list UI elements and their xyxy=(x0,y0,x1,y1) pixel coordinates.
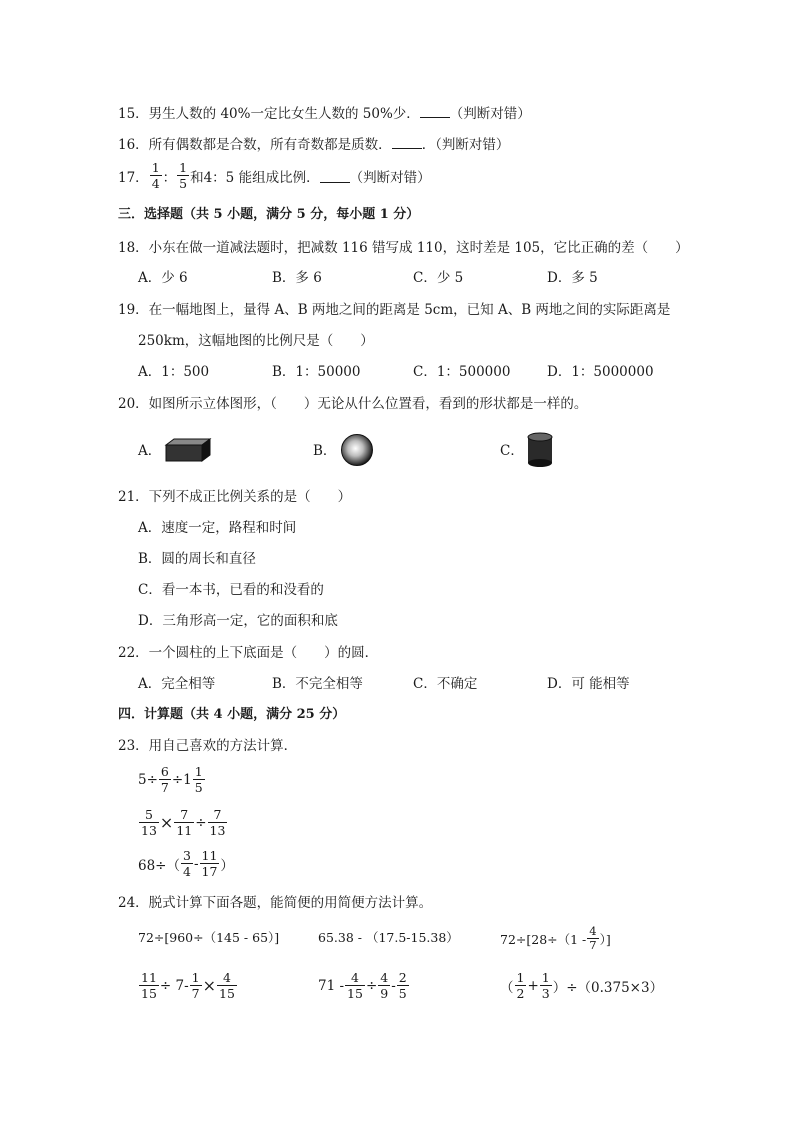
question-21: 21．下列不成正比例关系的是（ ） xyxy=(118,489,352,505)
fraction: $\frac{4}{15}$ xyxy=(347,970,363,1001)
q15-text: 15．男生人数的 40%一定比女生人数的 50%少． xyxy=(118,106,420,122)
q19-option-b[interactable]: B．1：50000 xyxy=(272,364,361,380)
fraction: $\frac{4}{15}$ xyxy=(219,970,235,1001)
fraction: $\frac{3}{4}$ xyxy=(183,848,191,879)
fraction: $\frac{1}{3}$ xyxy=(541,970,550,1001)
q23-expression-1: 5÷ $\frac{6}{7}$ ÷1 $\frac{1}{5}$ xyxy=(138,764,203,795)
q17-number: 17． xyxy=(118,169,149,186)
fraction: $\frac{7}{13}$ xyxy=(209,807,226,838)
question-24: 24．脱式计算下面各题，能简便的用简便方法计算。 xyxy=(118,895,433,911)
q16-suffix: ．（判断对错） xyxy=(421,137,510,153)
q19-option-d[interactable]: D．1：5000000 xyxy=(547,364,654,380)
sphere-shape xyxy=(340,433,374,467)
question-18: 18．小东在做一道减法题时，把减数 116 错写成 110，这时差是 105，它比正确的差（ ） xyxy=(118,240,689,256)
q24-expression-2: 65.38 - （17.5-15.38） xyxy=(318,930,459,945)
q22-option-c[interactable]: C．不确定 xyxy=(413,676,478,692)
question-15 xyxy=(118,103,531,124)
q18-option-c[interactable]: C．少 5 xyxy=(413,270,464,286)
q24-expression-6: （ $\frac{1}{2}$ + $\frac{1}{3}$ ）÷（0.375×3） xyxy=(500,970,664,1001)
fraction: $\frac{2}{5}$ xyxy=(398,970,407,1001)
fraction: $\frac{7}{11}$ xyxy=(176,807,193,838)
q20-option-b[interactable]: B． xyxy=(313,443,337,459)
fraction: $\frac{1}{2}$ xyxy=(516,970,525,1001)
fraction: $\frac{1}{7}$ xyxy=(191,970,200,1001)
answer-blank[interactable] xyxy=(420,103,450,118)
q19-option-c[interactable]: C．1：500000 xyxy=(413,364,511,380)
cylinder-shape xyxy=(526,432,554,468)
fraction: $\frac{4}{7}$ xyxy=(589,924,597,952)
q23-expression-3: 68÷（ $\frac{3}{4}$ - $\frac{11}{17}$ ） xyxy=(138,848,234,879)
q21-option-b[interactable]: B．圆的周长和直径 xyxy=(138,551,256,567)
cuboid-shape xyxy=(164,437,212,463)
question-17 xyxy=(118,160,431,191)
q17-text: 和4：5 能组成比例． xyxy=(190,169,320,186)
q24-expression-3: 72÷[28÷（1 - $\frac{4}{7}$ ）] xyxy=(500,924,611,952)
question-20: 20．如图所示立体图形，（ ）无论从什么位置看，看到的形状都是一样的。 xyxy=(118,396,588,412)
q23-expression-2: $\frac{5}{13}$ × $\frac{7}{11}$ ÷ $\frac{7}{13}$ xyxy=(141,807,226,838)
fraction: $\frac{6}{7}$ xyxy=(160,764,169,795)
question-19-line2: 250km，这幅地图的比例尺是（ ） xyxy=(138,333,374,349)
question-22: 22．一个圆柱的上下底面是（ ）的圆． xyxy=(118,645,379,661)
q24-expression-1: 72÷[960÷（145 - 65）] xyxy=(138,930,280,945)
fraction: $\frac{11}{17}$ xyxy=(201,848,218,879)
q22-option-a[interactable]: A．完全相等 xyxy=(138,676,216,692)
q18-option-d[interactable]: D．多 5 xyxy=(547,270,598,286)
q21-option-c[interactable]: C．看一本书，已看的和没看的 xyxy=(138,582,324,598)
q20-option-c[interactable]: C． xyxy=(500,443,524,459)
q18-option-b[interactable]: B．多 6 xyxy=(272,270,322,286)
question-23: 23．用自己喜欢的方法计算． xyxy=(118,738,298,754)
q21-option-d[interactable]: D．三角形高一定，它的面积和底 xyxy=(138,613,338,629)
q22-option-b[interactable]: B．不完全相等 xyxy=(272,676,363,692)
section-4-heading: 四．计算题（共 4 小题，满分 25 分） xyxy=(118,707,346,722)
ratio-colon: ： xyxy=(162,169,177,186)
q19-option-a[interactable]: A．1：500 xyxy=(138,364,210,380)
q15-suffix: （判断对错） xyxy=(449,106,531,122)
q20-option-a[interactable]: A． xyxy=(138,443,162,459)
fraction: $\frac{11}{15}$ xyxy=(141,970,157,1001)
question-16 xyxy=(118,134,509,155)
section-3-heading: 三．选择题（共 5 小题，满分 5 分，每小题 1 分） xyxy=(118,207,420,222)
q22-option-d[interactable]: D．可 能相等 xyxy=(547,676,630,692)
q24-expression-4: $\frac{11}{15}$ ÷ 7- $\frac{1}{7}$ × $\frac{4}{15}$ xyxy=(141,970,235,1001)
q18-option-a[interactable]: A．少 6 xyxy=(138,270,188,286)
q24-expression-5: 71 - $\frac{4}{15}$ ÷ $\frac{4}{9}$ - $\frac{2}{5}$ xyxy=(318,970,407,1001)
fraction: $\frac{4}{9}$ xyxy=(380,970,389,1001)
answer-blank[interactable] xyxy=(392,134,422,149)
q21-option-a[interactable]: A．速度一定，路程和时间 xyxy=(138,520,297,536)
answer-blank[interactable] xyxy=(320,168,350,183)
fraction: $\frac{1}{5}$ xyxy=(179,160,188,191)
question-19-line1: 19．在一幅地图上，量得 A、B 两地之间的距离是 5cm，已知 A、B 两地之间的实际距离是 xyxy=(118,302,671,318)
fraction: $\frac{1}{5}$ xyxy=(194,764,203,795)
fraction: $\frac{1}{4}$ xyxy=(151,160,160,191)
q16-text: 16．所有偶数都是合数，所有奇数都是质数． xyxy=(118,137,392,153)
q17-suffix: （判断对错） xyxy=(349,169,431,186)
fraction: $\frac{5}{13}$ xyxy=(141,807,157,838)
